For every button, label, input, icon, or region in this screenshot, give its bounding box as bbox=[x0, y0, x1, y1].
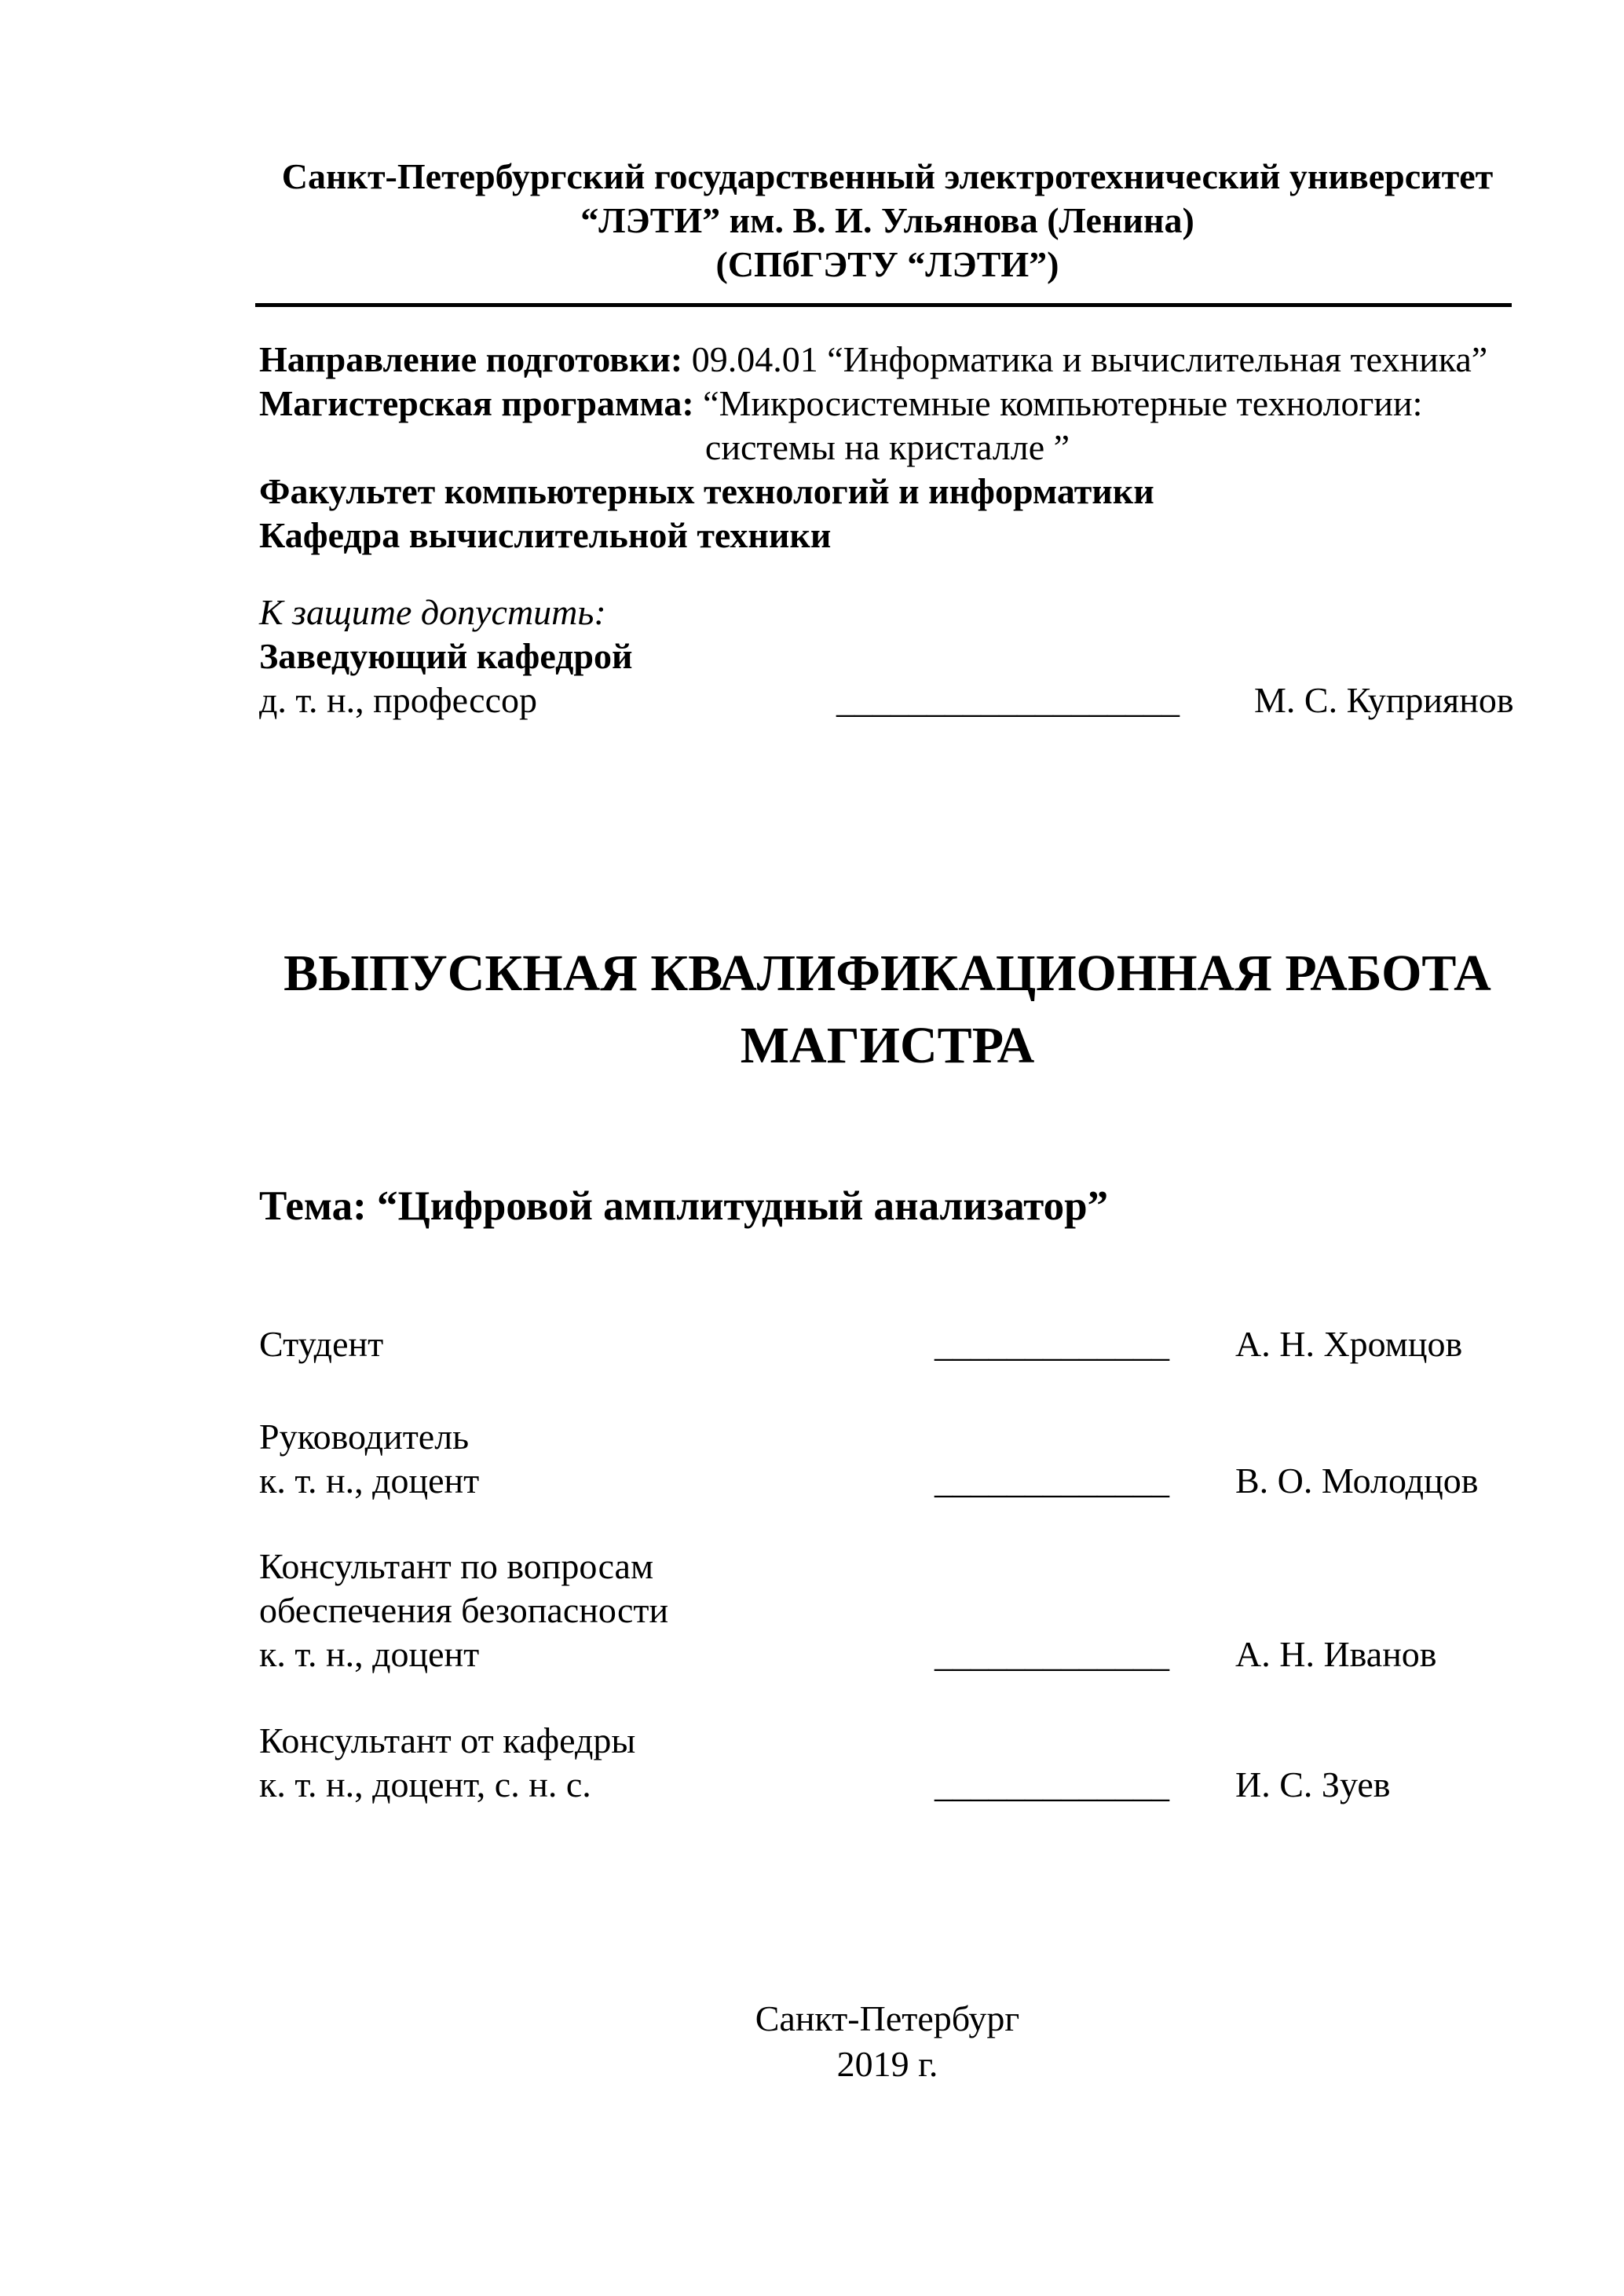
university-header bbox=[259, 155, 1516, 287]
role-label: Руководитель bbox=[259, 1417, 470, 1457]
department-head-degree: д. т. н., профессор bbox=[259, 680, 537, 720]
signatory-name: В. О. Молодцов bbox=[1235, 1461, 1479, 1501]
department-head-name: М. С. Куприянов bbox=[1254, 680, 1514, 720]
signatory-name: А. Н. Иванов bbox=[1235, 1634, 1437, 1674]
signature-line: _____________ bbox=[935, 1461, 1169, 1501]
document-title-line1: ВЫПУСКНАЯ КВАЛИФИКАЦИОННАЯ РАБОТА bbox=[283, 945, 1491, 1003]
signatory-name: А. Н. Хромцов bbox=[1235, 1324, 1463, 1364]
role-label-line2: обеспечения безопасности bbox=[259, 1590, 669, 1630]
approval-block bbox=[259, 590, 1516, 722]
master-program-value-line2: системы на кристалле ” bbox=[704, 427, 1070, 467]
master-program-value-line1: “Микросистемные компьютерные технологии: bbox=[703, 383, 1423, 423]
role-label-line1: Консультант по вопросам bbox=[259, 1546, 654, 1586]
faculty-line: Факультет компьютерных технологий и информатики bbox=[259, 471, 1154, 511]
signature-line: _____________ bbox=[935, 1764, 1169, 1804]
signature-row-department-consultant bbox=[259, 1719, 1516, 1807]
footer-city: Санкт-Петербург bbox=[755, 1998, 1020, 2038]
role-degree: к. т. н., доцент bbox=[259, 1634, 480, 1674]
direction-line bbox=[259, 338, 1516, 382]
department-line: Кафедра вычислительной техники bbox=[259, 515, 832, 555]
role-label: Консультант от кафедры bbox=[259, 1720, 636, 1760]
signature-line: _____________ bbox=[935, 1634, 1169, 1674]
admit-to-defense-line: К защите допустить: bbox=[259, 592, 606, 632]
document-title bbox=[259, 938, 1516, 1082]
signature-row-student bbox=[259, 1322, 1516, 1366]
topic-line: Тема: “Цифровой амплитудный анализатор” bbox=[259, 1183, 1109, 1229]
department-head-signature-row bbox=[259, 678, 1516, 722]
direction-label: Направление подготовки: bbox=[259, 339, 683, 379]
signatory-name: И. С. Зуев bbox=[1235, 1764, 1391, 1804]
signature-row-security-consultant bbox=[259, 1545, 1516, 1676]
role-degree: к. т. н., доцент bbox=[259, 1461, 480, 1501]
role-label: Студент bbox=[259, 1324, 384, 1364]
signature-row-supervisor bbox=[259, 1415, 1516, 1503]
header-divider-line bbox=[255, 303, 1512, 307]
footer-block bbox=[259, 1996, 1516, 2087]
university-name-line1: Санкт-Петербургский государственный электротехнический университет bbox=[281, 156, 1494, 196]
direction-value: 09.04.01 “Информатика и вычислительная техника” bbox=[691, 339, 1488, 379]
program-info-block bbox=[259, 338, 1516, 558]
thesis-title-page bbox=[259, 0, 1516, 2296]
master-program-line bbox=[259, 382, 1516, 426]
university-name-line2: “ЛЭТИ” им. В. И. Ульянова (Ленина) bbox=[580, 200, 1194, 240]
footer-year: 2019 г. bbox=[836, 2044, 938, 2084]
role-degree: к. т. н., доцент, с. н. с. bbox=[259, 1764, 591, 1804]
master-program-label: Магистерская программа: bbox=[259, 383, 694, 423]
document-title-line2: МАГИСТРА bbox=[740, 1017, 1035, 1075]
department-head-signature-line: ___________________ bbox=[836, 680, 1180, 720]
department-head-title: Заведующий кафедрой bbox=[259, 636, 633, 676]
university-name-line3: (СПбГЭТУ “ЛЭТИ”) bbox=[715, 244, 1059, 284]
signature-line: _____________ bbox=[935, 1324, 1169, 1364]
